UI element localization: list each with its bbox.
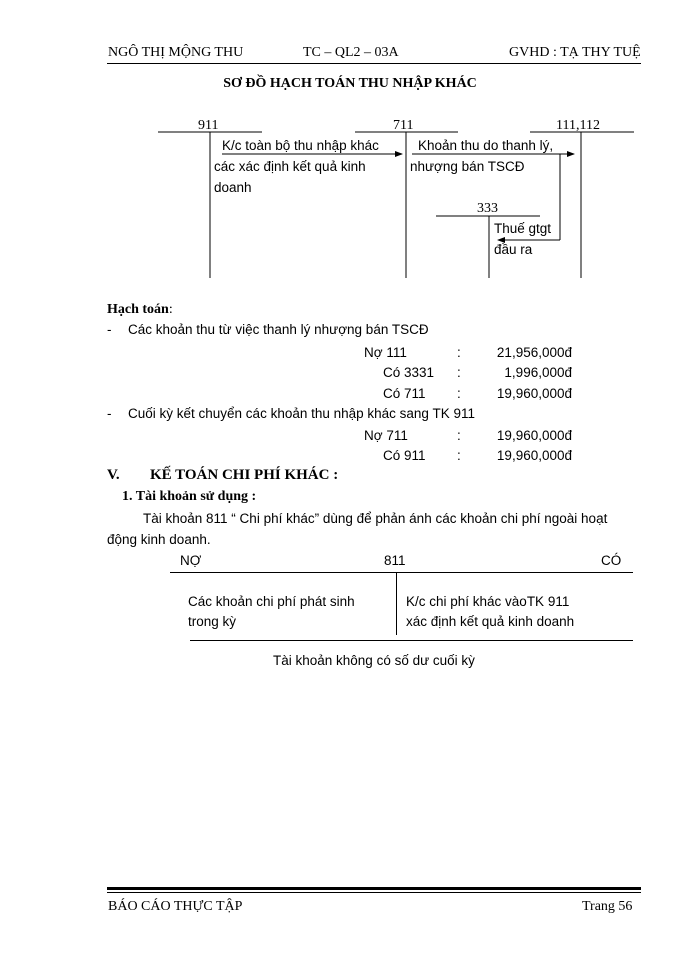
bullet-2: - (107, 406, 112, 421)
t811-right-line1: K/c chi phí khác vàoTK 911 (406, 594, 570, 609)
left-entry-line1: K/c toàn bộ thu nhập khác (222, 138, 379, 153)
account-711-label: 711 (393, 118, 414, 133)
accounting-item-2: Cuối kỳ kết chuyển các khoản thu nhập khác sang TK 911 (128, 406, 475, 421)
t811-top-line (170, 572, 633, 573)
right-entry-line2: nhượng bán TSCĐ (410, 159, 525, 174)
t811-credit-label: CÓ (601, 553, 622, 568)
section-v-number: V. (107, 467, 120, 483)
left-entry-line2: các xác định kết quả kinh (214, 159, 366, 174)
t811-left-line2: trong kỳ (188, 614, 237, 629)
footer-rule-thin (107, 892, 641, 893)
diagram-title: SƠ ĐỒ HẠCH TOÁN THU NHẬP KHÁC (223, 76, 477, 91)
entry1-account-2: Có 3331 (383, 365, 435, 380)
footer-report-label: BÁO CÁO THỰC TẬP (108, 899, 243, 914)
t811-divider (396, 572, 397, 635)
entry2-amount-1: 19,960,000đ (496, 428, 572, 443)
account-111-112-label: 111,112 (556, 118, 600, 133)
footer-rule-thick (107, 887, 641, 890)
entry1-amount-1: 21,956,000đ (496, 345, 572, 360)
section-v-paragraph-line1: Tài khoản 811 “ Chi phí khác” dùng để phản ánh các khoản chi phí ngoài hoạt (143, 511, 608, 526)
entry2-sep-2: : (457, 448, 461, 463)
header-author: NGÔ THỊ MỘNG THU (108, 45, 244, 60)
entry2-account-2: Có 911 (383, 448, 426, 463)
bullet-1: - (107, 322, 112, 337)
entry1-account-1: Nợ 111 (364, 345, 407, 360)
t811-debit-label: NỢ (180, 553, 202, 568)
section-v-title: KẾ TOÁN CHI PHÍ KHÁC : (150, 467, 339, 483)
section-v-subheading: 1. Tài khoản sử dụng : (122, 489, 257, 504)
header-supervisor: GVHD : TẠ THY TUỆ (509, 45, 641, 60)
entry1-account-3: Có 711 (383, 386, 426, 401)
footer-page-number: Trang 56 (582, 899, 633, 914)
entry1-sep-2: : (457, 365, 461, 380)
t811-bottom-line (190, 640, 633, 641)
t811-left-line1: Các khoản chi phí phát sinh (188, 594, 355, 609)
section-v-paragraph-line2: động kinh doanh. (107, 532, 211, 547)
left-entry-line3: doanh (214, 180, 252, 195)
accounting-item-1: Các khoản thu từ việc thanh lý nhượng bán TSCĐ (128, 322, 429, 337)
right-entry-line1: Khoản thu do thanh lý, (418, 138, 554, 153)
entry2-account-1: Nợ 711 (364, 428, 408, 443)
t811-number: 811 (384, 553, 406, 568)
entry1-amount-2: 1,996,000đ (504, 365, 572, 380)
account-911-label: 911 (198, 118, 219, 133)
entry1-amount-3: 19,960,000đ (496, 386, 572, 401)
entry1-sep-1: : (457, 345, 461, 360)
vat-entry-line1: Thuế gtgt (494, 221, 552, 236)
vat-entry-line2: đầu ra (494, 242, 533, 257)
t811-note: Tài khoản không có số dư cuối kỳ (273, 653, 475, 668)
entry1-sep-3: : (457, 386, 461, 401)
accounting-heading: Hạch toán: (107, 302, 173, 317)
t811-right-line2: xác định kết quả kinh doanh (406, 614, 575, 629)
header-class-code: TC – QL2 – 03A (303, 45, 399, 60)
entry2-sep-1: : (457, 428, 461, 443)
account-333-label: 333 (477, 201, 498, 216)
entry2-amount-2: 19,960,000đ (496, 448, 572, 463)
